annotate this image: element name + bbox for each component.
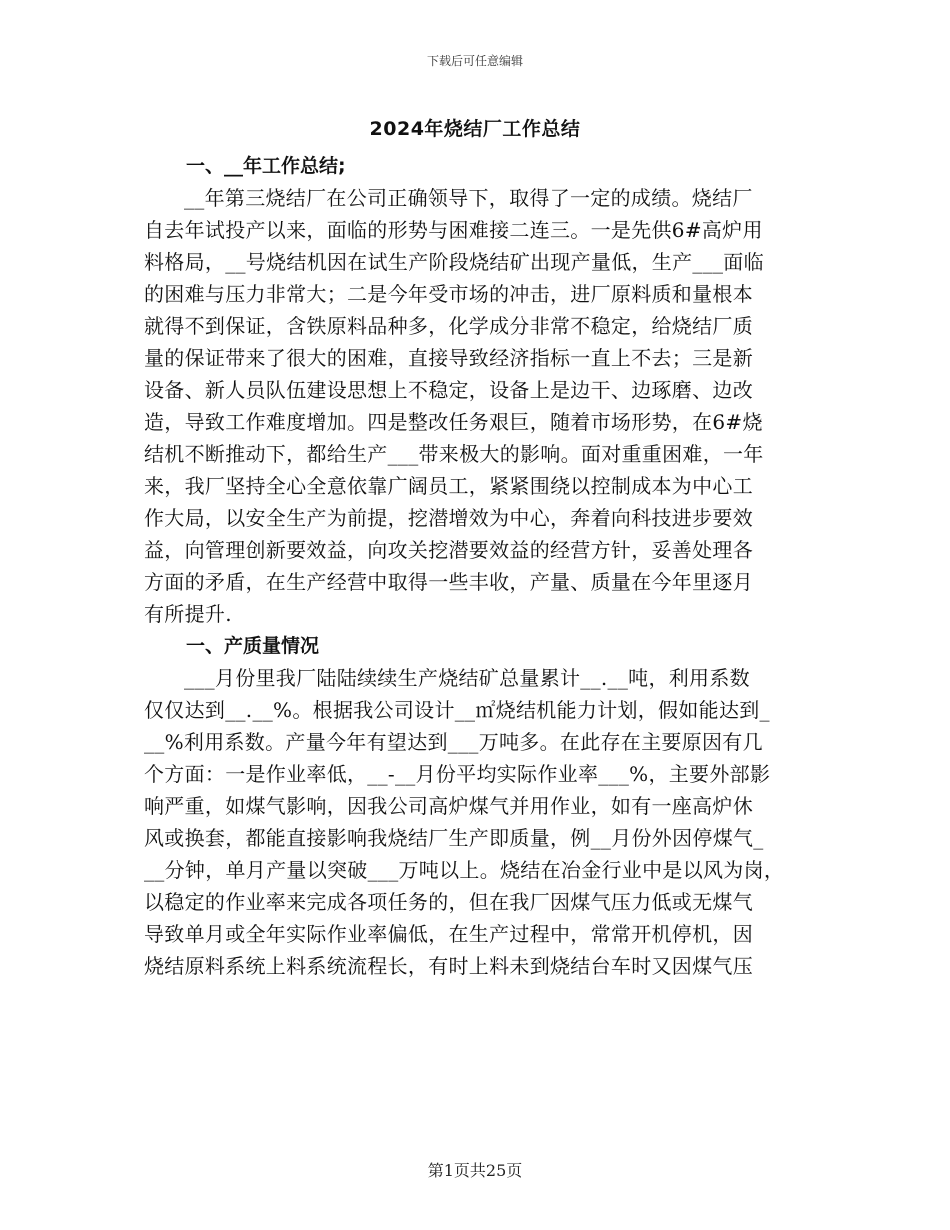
text-line: 结机不断推动下，都给生产___带来极大的影响。面对重重困难，一年 xyxy=(144,442,764,466)
text-line: 仅仅达到__.__%。根据我公司设计__㎡烧结机能力计划，假如能达到_ xyxy=(144,698,770,722)
text-line: __%利用系数。产量今年有望达到___万吨多。在此存在主要原因有几 xyxy=(144,730,763,754)
paragraph-production-quality xyxy=(144,662,810,982)
text-line: 个方面：一是作业率低，__-__月份平均实际作业率___%，主要外部影 xyxy=(144,762,771,786)
text-line: 响严重，如煤气影响，因我公司高炉煤气并用作业，如有一座高炉休 xyxy=(144,794,753,818)
section-heading-production-quality: 一、产质量情况 xyxy=(186,635,320,657)
text-line: 来，我厂坚持全心全意依靠广阔员工，紧紧围绕以控制成本为中心工 xyxy=(144,474,753,498)
text-line: 就得不到保证，含铁原料品种多，化学成分非常不稳定，给烧结厂质 xyxy=(144,314,753,338)
text-line: 作大局，以安全生产为前提，挖潜增效为中心，奔着向科技进步要效 xyxy=(144,506,753,530)
text-line: ___月份里我厂陆陆续续生产烧结矿总量累计__.__吨，利用系数 xyxy=(184,666,750,690)
text-line: 风或换套，都能直接影响我烧结厂生产即质量，例__月份外因停煤气_ xyxy=(144,826,764,850)
text-line: 方面的矛盾，在生产经营中取得一些丰收，产量、质量在今年里逐月 xyxy=(144,570,753,594)
header-note: 下载后可任意编辑 xyxy=(426,54,523,68)
text-line: 烧结原料系统上料系统流程长，有时上料未到烧结台车时又因煤气压 xyxy=(144,954,753,978)
text-line: __分钟，单月产量以突破___万吨以上。烧结在冶金行业中是以风为岗， xyxy=(144,858,785,882)
text-line: 以稳定的作业率来完成各项任务的，但在我厂因煤气压力低或无煤气 xyxy=(144,890,753,914)
text-line: 造，导致工作难度增加。四是整改任务艰巨，随着市场形势，在6#烧 xyxy=(144,410,763,434)
text-line: 益，向管理创新要效益，向攻关挖潜要效益的经营方针，妥善处理各 xyxy=(144,538,753,562)
section-heading-annual-summary: 一、__年工作总结; xyxy=(186,155,346,177)
text-line: 导致单月或全年实际作业率偏低，在生产过程中，常常开机停机，因 xyxy=(144,922,753,946)
paragraph-annual-summary xyxy=(144,182,810,630)
text-line: 的困难与压力非常大；二是今年受市场的冲击，进厂原料质和量根本 xyxy=(144,282,753,306)
text-line: 量的保证带来了很大的困难，直接导致经济指标一直上不去；三是新 xyxy=(144,346,753,370)
text-line: 料格局，__号烧结机因在试生产阶段烧结矿出现产量低，生产___面临 xyxy=(144,250,764,274)
text-line: 自去年试投产以来，面临的形势与困难接二连三。一是先供6#高炉用 xyxy=(144,218,763,242)
text-line: __年第三烧结厂在公司正确领导下，取得了一定的成绩。烧结厂 xyxy=(184,186,753,210)
document-body xyxy=(144,150,810,982)
text-line: 有所提升. xyxy=(144,602,232,626)
document-title: 2024年烧结厂工作总结 xyxy=(369,118,581,140)
text-line: 设备、新人员队伍建设思想上不稳定，设备上是边干、边琢磨、边改 xyxy=(144,378,753,402)
page-footer: 第1页共25页 xyxy=(427,1161,523,1180)
